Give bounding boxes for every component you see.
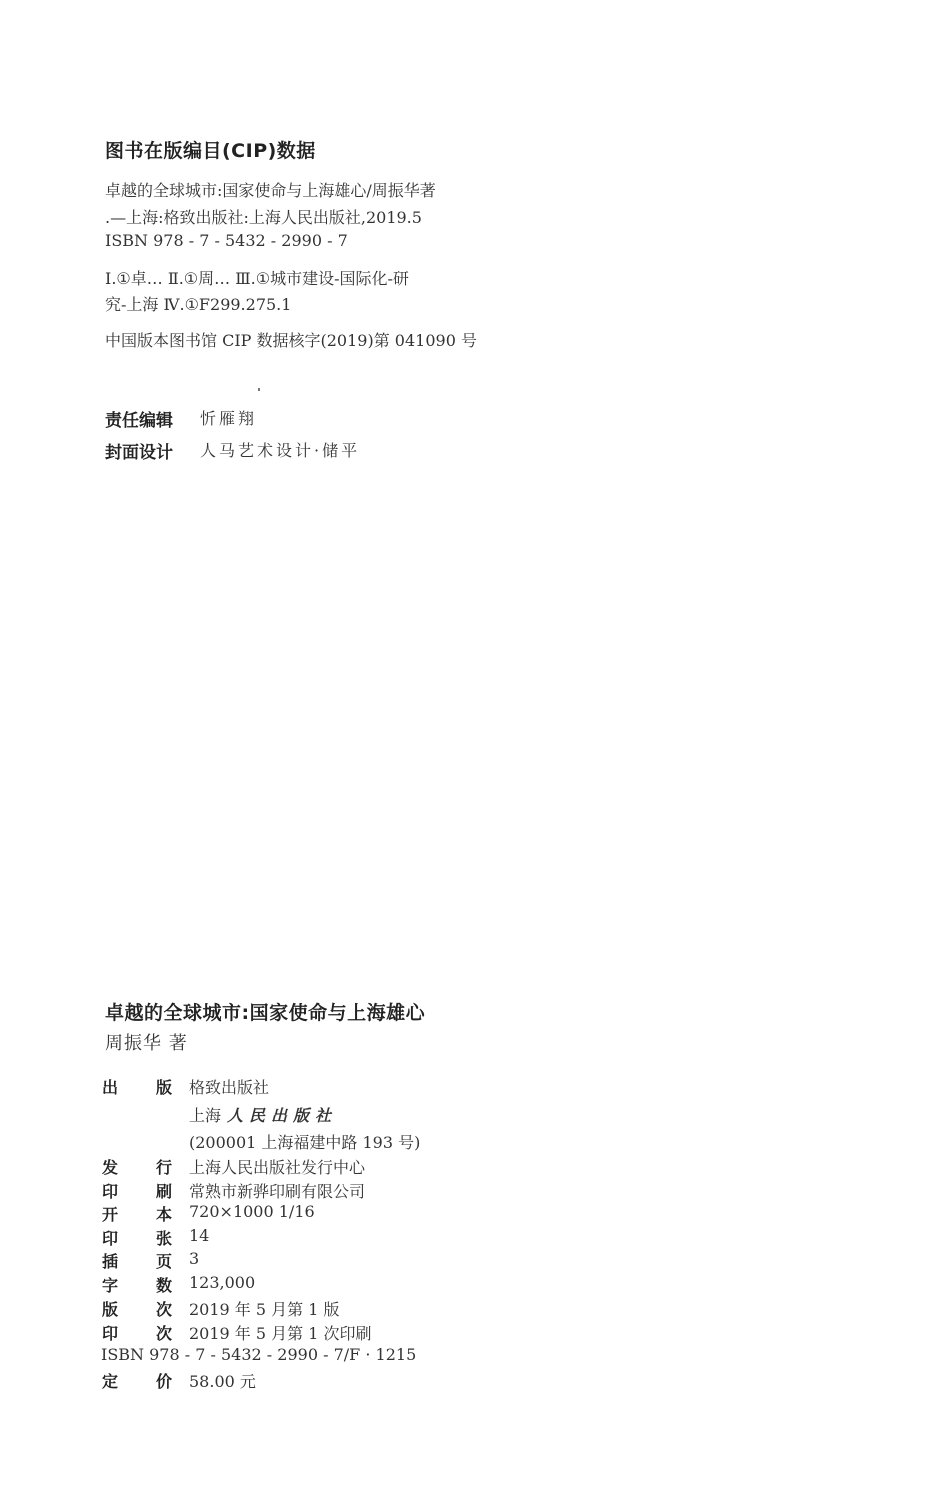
publisher-second: [189, 1103, 337, 1126]
price-value: 58.00 元: [189, 1372, 256, 1391]
plates-value: 3: [189, 1249, 200, 1268]
edition-label: 版 次: [102, 1300, 172, 1319]
impression-value: 2019 年 5 月第 1 次印刷: [189, 1324, 372, 1343]
plates-label: 插 页: [102, 1252, 172, 1271]
format-label: 开 本: [102, 1205, 172, 1224]
publisher-second-prefix: 上海: [189, 1106, 222, 1125]
editor-label: 责任编辑: [105, 411, 173, 431]
cip-classification-line: Ⅰ.①卓… Ⅱ.①周… Ⅲ.①城市建设-国际化-研: [105, 269, 409, 288]
sheets-label: 印 张: [102, 1229, 172, 1248]
cip-classification-line-2: 究-上海 Ⅳ.①F299.275.1: [105, 295, 292, 314]
cip-heading: 图书在版编目(CIP)数据: [105, 140, 316, 162]
word-count-label: 字 数: [102, 1276, 172, 1295]
cover-design-value: 人马艺术设计·储平: [200, 441, 361, 460]
distribution-label: 发 行: [102, 1158, 172, 1177]
editor-value: 忻雁翔: [200, 409, 258, 428]
publisher-address: (200001 上海福建中路 193 号): [189, 1133, 421, 1152]
print-speck: [258, 388, 260, 391]
book-author: 周振华 著: [105, 1033, 188, 1054]
distribution-value: 上海人民出版社发行中心: [189, 1158, 366, 1177]
cover-design-label: 封面设计: [105, 443, 173, 463]
cip-isbn-line: ISBN 978 - 7 - 5432 - 2990 - 7: [105, 231, 348, 250]
cip-record-number: 中国版本图书馆 CIP 数据核字(2019)第 041090 号: [105, 331, 477, 350]
word-count-value: 123,000: [189, 1273, 256, 1292]
price-label: 定 价: [102, 1372, 172, 1391]
cip-publisher-line: .—上海:格致出版社:上海人民出版社,2019.5: [105, 208, 422, 227]
publisher-brand-logo: 人民出版社: [227, 1106, 338, 1125]
cip-title-line: 卓越的全球城市:国家使命与上海雄心/周振华著: [105, 181, 436, 200]
printing-value: 常熟市新骅印刷有限公司: [189, 1182, 366, 1201]
edition-value: 2019 年 5 月第 1 版: [189, 1300, 340, 1319]
book-title: 卓越的全球城市:国家使命与上海雄心: [105, 1002, 426, 1024]
sheets-value: 14: [189, 1226, 210, 1245]
printing-label: 印 刷: [102, 1182, 172, 1201]
publisher-label: 出 版: [102, 1078, 172, 1097]
isbn-line: ISBN 978 - 7 - 5432 - 2990 - 7/F · 1215: [101, 1345, 417, 1364]
format-value: 720×1000 1/16: [189, 1202, 315, 1221]
publisher-value: 格致出版社: [189, 1078, 270, 1097]
impression-label: 印 次: [102, 1324, 172, 1343]
